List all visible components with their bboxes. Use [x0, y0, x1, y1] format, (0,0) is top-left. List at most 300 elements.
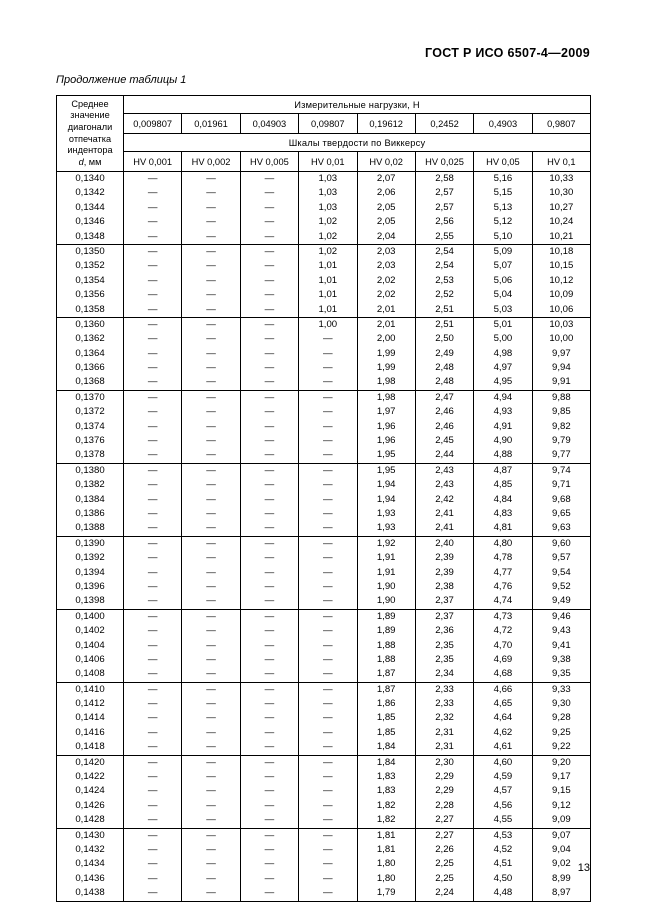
hardness-value: —: [323, 333, 333, 345]
hardness-value: 9,41: [551, 639, 571, 651]
scale-value-1: HV 0,001: [124, 152, 182, 172]
cell-hardness-group: [182, 755, 240, 828]
hardness-value: 1,01: [318, 289, 338, 301]
hardness-value: —: [206, 552, 216, 564]
hardness-value: 5,00: [493, 333, 513, 345]
hardness-value: —: [147, 522, 158, 534]
hardness-value: 2,54: [435, 260, 454, 272]
load-value-6: 0,2452: [415, 114, 473, 134]
header-row-load-values: [57, 114, 591, 134]
hardness-value: —: [147, 799, 158, 811]
hardness-value: 5,07: [493, 260, 513, 272]
hardness-value: 2,28: [435, 799, 454, 811]
scale-value-7: HV 0,05: [474, 152, 532, 172]
hardness-value: —: [264, 610, 275, 622]
hardness-value: —: [264, 595, 275, 607]
hardness-value: —: [147, 230, 158, 242]
hardness-value: —: [147, 741, 158, 753]
hardness-value: —: [206, 274, 216, 286]
cell-hardness-group: [124, 609, 182, 682]
hardness-value: 1,98: [376, 376, 396, 388]
hardness-value: 1,87: [376, 683, 396, 695]
hardness-value: 2,01: [376, 318, 396, 330]
diagonal-value: 0,1364: [75, 347, 105, 359]
cell-hardness-group: [474, 172, 532, 245]
load-value-7: 0,4903: [474, 114, 532, 134]
hardness-value: 4,83: [493, 507, 513, 519]
hardness-value: 2,29: [435, 785, 454, 797]
hardness-value: —: [323, 464, 333, 476]
hardness-value: 9,74: [551, 464, 571, 476]
hardness-value: 1,90: [376, 595, 396, 607]
hardness-value: 1,91: [376, 566, 396, 578]
hardness-value: —: [147, 318, 158, 330]
hardness-value: 1,93: [376, 507, 396, 519]
hardness-value: —: [323, 726, 333, 738]
hardness-value: —: [147, 683, 158, 695]
hardness-value: 1,01: [318, 274, 338, 286]
hardness-value: 2,41: [435, 507, 454, 519]
diagonal-value: 0,1384: [75, 493, 105, 505]
cell-hardness-group: [415, 755, 473, 828]
hardness-value: 10,21: [549, 230, 574, 242]
cell-hardness-group: [474, 244, 532, 317]
cell-hardness-group: [532, 755, 590, 828]
hardness-value: 10,03: [549, 318, 574, 330]
hardness-value: —: [264, 187, 275, 199]
hardness-value: —: [147, 625, 158, 637]
hardness-value: —: [147, 595, 158, 607]
hardness-value: 2,03: [376, 260, 396, 272]
hardness-value: 2,06: [376, 187, 396, 199]
hardness-value: 4,62: [493, 726, 513, 738]
hardness-value: —: [147, 653, 158, 665]
hardness-value: —: [323, 843, 333, 855]
hardness-value: —: [206, 479, 216, 491]
table-body: [57, 172, 591, 902]
diagonal-value: 0,1346: [75, 216, 105, 228]
hardness-value: 10,12: [549, 274, 574, 286]
hardness-value: —: [206, 829, 216, 841]
hardness-value: 9,49: [551, 595, 571, 607]
hardness-value: —: [323, 406, 333, 418]
hardness-value: 4,55: [493, 814, 513, 826]
hardness-value: 10,06: [549, 303, 574, 315]
hardness-value: 10,30: [549, 187, 574, 199]
hardness-value: —: [147, 507, 158, 519]
cell-diagonal-group: [57, 317, 124, 390]
diagonal-value: 0,1360: [75, 318, 105, 330]
hardness-value: —: [323, 799, 333, 811]
hardness-value: —: [264, 333, 275, 345]
hardness-value: —: [206, 887, 216, 899]
hardness-value: —: [323, 479, 333, 491]
hardness-value: 4,94: [493, 391, 513, 403]
cell-hardness-group: [124, 755, 182, 828]
hardness-value: 2,52: [435, 289, 454, 301]
hardness-value: 10,24: [549, 216, 574, 228]
hardness-value: —: [264, 799, 275, 811]
column-header-diagonal: [57, 96, 124, 172]
hardness-value: 2,56: [435, 216, 454, 228]
hardness-value: —: [264, 201, 275, 213]
cell-hardness-group: [532, 172, 590, 245]
hardness-value: —: [264, 625, 275, 637]
hardness-value: 4,52: [493, 843, 513, 855]
header-row-scales-span: [57, 134, 591, 152]
hardness-value: —: [264, 537, 275, 549]
hardness-value: —: [323, 771, 333, 783]
hardness-value: 10,27: [549, 201, 574, 213]
hardness-value: —: [323, 814, 333, 826]
hardness-value: —: [147, 726, 158, 738]
hardness-value: 1,81: [376, 829, 396, 841]
cell-hardness-group: [357, 682, 415, 755]
hardness-value: 9,35: [551, 668, 571, 680]
hardness-value: 1,01: [318, 303, 338, 315]
hardness-value: 1,02: [318, 230, 338, 242]
hardness-value: —: [147, 274, 158, 286]
cell-hardness-group: [474, 536, 532, 609]
hardness-value: 4,53: [493, 829, 513, 841]
diagonal-value: 0,1420: [75, 756, 105, 768]
hardness-value: 9,54: [551, 566, 571, 578]
hardness-value: 2,01: [376, 303, 396, 315]
cell-hardness-group: [299, 609, 357, 682]
hardness-value: 1,00: [318, 318, 338, 330]
table-row-group: [57, 682, 591, 755]
diagonal-value: 0,1422: [75, 771, 105, 783]
cell-hardness-group: [240, 317, 298, 390]
cell-hardness-group: [357, 755, 415, 828]
diagonal-value: 0,1432: [75, 843, 105, 855]
cell-hardness-group: [415, 244, 473, 317]
hardness-value: 4,69: [493, 653, 513, 665]
stub-line-1: Среднее: [71, 98, 109, 109]
hardness-value: 1,95: [376, 464, 396, 476]
hardness-value: 2,53: [435, 274, 454, 286]
hardness-value: —: [147, 435, 158, 447]
hardness-value: 9,30: [551, 698, 571, 710]
hardness-value: 2,02: [376, 274, 396, 286]
diagonal-value: 0,1428: [75, 814, 105, 826]
hardness-value: —: [147, 420, 158, 432]
hardness-value: 9,02: [551, 858, 571, 870]
hardness-value: 4,64: [493, 712, 513, 724]
hardness-value: 4,65: [493, 698, 513, 710]
hardness-value: 4,81: [493, 522, 513, 534]
diagonal-value: 0,1388: [75, 522, 105, 534]
hardness-value: —: [264, 376, 275, 388]
hardness-value: 5,06: [493, 274, 513, 286]
cell-hardness-group: [474, 609, 532, 682]
hardness-value: —: [147, 552, 158, 564]
hardness-value: 9,43: [551, 625, 571, 637]
diagonal-value: 0,1376: [75, 435, 105, 447]
load-value-5: 0,19612: [357, 114, 415, 134]
hardness-value: 4,90: [493, 435, 513, 447]
hardness-value: 4,60: [493, 756, 513, 768]
hardness-value: 9,17: [551, 771, 571, 783]
hardness-value: —: [264, 347, 275, 359]
hardness-value: —: [147, 303, 158, 315]
hardness-value: —: [323, 580, 333, 592]
hardness-value: —: [264, 362, 275, 374]
hardness-value: 1,99: [376, 347, 396, 359]
hardness-value: —: [147, 668, 158, 680]
cell-diagonal-group: [57, 755, 124, 828]
scale-value-3: HV 0,005: [240, 152, 298, 172]
hardness-value: 4,66: [493, 683, 513, 695]
hardness-value: —: [264, 522, 275, 534]
cell-diagonal-group: [57, 244, 124, 317]
hardness-value: 4,61: [493, 741, 513, 753]
stub-symbol-d: d: [78, 156, 84, 167]
hardness-value: —: [147, 376, 158, 388]
hardness-value: —: [264, 274, 275, 286]
hardness-value: —: [264, 406, 275, 418]
hardness-value: —: [206, 653, 216, 665]
hardness-value: 9,04: [551, 843, 571, 855]
header-row-loads-span: [57, 96, 591, 114]
hardness-value: —: [206, 799, 216, 811]
diagonal-value: 0,1342: [75, 187, 105, 199]
hardness-value: —: [147, 406, 158, 418]
table-row-group: [57, 244, 591, 317]
hardness-value: —: [323, 712, 333, 724]
diagonal-value: 0,1350: [75, 245, 105, 257]
hardness-value: —: [206, 173, 216, 184]
cell-hardness-group: [124, 463, 182, 536]
diagonal-value: 0,1374: [75, 420, 105, 432]
hardness-value: 1,83: [376, 785, 396, 797]
cell-hardness-group: [240, 682, 298, 755]
diagonal-value: 0,1348: [75, 230, 105, 242]
standard-designation-header: ГОСТ Р ИСО 6507-4—2009: [424, 46, 590, 60]
hardness-value: 1,82: [376, 799, 396, 811]
cell-hardness-group: [182, 463, 240, 536]
cell-hardness-group: [357, 463, 415, 536]
diagonal-value: 0,1386: [75, 507, 105, 519]
hardness-value: —: [147, 187, 158, 199]
hardness-value: 2,54: [435, 245, 454, 257]
hardness-value: —: [147, 479, 158, 491]
hardness-value: —: [147, 698, 158, 710]
hardness-value: 2,25: [435, 872, 454, 884]
hardness-value: —: [264, 245, 275, 257]
hardness-value: 2,40: [435, 537, 454, 549]
hardness-value: 2,26: [435, 843, 454, 855]
cell-hardness-group: [357, 536, 415, 609]
hardness-value: 5,10: [493, 230, 513, 242]
hardness-value: —: [206, 391, 216, 403]
hardness-value: 9,25: [551, 726, 571, 738]
hardness-value: 2,33: [435, 683, 454, 695]
diagonal-value: 0,1362: [75, 333, 105, 345]
hardness-value: 4,57: [493, 785, 513, 797]
cell-hardness-group: [415, 463, 473, 536]
hardness-value: 1,93: [376, 522, 396, 534]
table-row-group: [57, 609, 591, 682]
hardness-value: 2,31: [435, 741, 454, 753]
load-value-8: 0,9807: [532, 114, 590, 134]
hardness-value: —: [147, 771, 158, 783]
hardness-value: —: [147, 858, 158, 870]
hardness-value: —: [264, 391, 275, 403]
cell-hardness-group: [299, 755, 357, 828]
cell-hardness-group: [182, 244, 240, 317]
hardness-value: 9,28: [551, 712, 571, 724]
hardness-value: —: [264, 303, 275, 315]
hardness-value: 2,33: [435, 698, 454, 710]
hardness-value: —: [264, 726, 275, 738]
hardness-value: —: [147, 814, 158, 826]
hardness-value: 1,01: [318, 260, 338, 272]
hardness-value: —: [323, 493, 333, 505]
hardness-value: —: [323, 420, 333, 432]
hardness-value: 1,90: [376, 580, 396, 592]
cell-hardness-group: [182, 317, 240, 390]
diagonal-value: 0,1398: [75, 595, 105, 607]
hardness-value: —: [206, 435, 216, 447]
hardness-value: 4,84: [493, 493, 513, 505]
diagonal-value: 0,1430: [75, 829, 105, 841]
hardness-value: —: [323, 507, 333, 519]
hardness-value: 2,36: [435, 625, 454, 637]
hardness-value: 9,79: [551, 435, 571, 447]
hardness-value: —: [264, 698, 275, 710]
hardness-value: —: [323, 698, 333, 710]
diagonal-value: 0,1392: [75, 552, 105, 564]
hardness-value: 2,35: [435, 653, 454, 665]
cell-hardness-group: [124, 682, 182, 755]
cell-hardness-group: [240, 463, 298, 536]
hardness-value: 2,43: [435, 479, 454, 491]
hardness-value: 5,13: [493, 201, 513, 213]
hardness-value: 10,15: [549, 260, 574, 272]
hardness-value: 1,99: [376, 362, 396, 374]
hardness-value: 8,99: [551, 872, 571, 884]
hardness-value: 4,56: [493, 799, 513, 811]
hardness-value: 9,20: [551, 756, 571, 768]
hardness-value: 1,80: [376, 872, 396, 884]
hardness-value: —: [264, 771, 275, 783]
hardness-value: 1,02: [318, 245, 338, 257]
hardness-value: 2,45: [435, 435, 454, 447]
hardness-value: 4,77: [493, 566, 513, 578]
hardness-value: —: [206, 712, 216, 724]
hardness-value: 1,82: [376, 814, 396, 826]
hardness-value: 4,70: [493, 639, 513, 651]
hardness-value: —: [206, 333, 216, 345]
cell-hardness-group: [124, 172, 182, 245]
cell-hardness-group: [357, 172, 415, 245]
cell-hardness-group: [532, 244, 590, 317]
header-measuring-loads: Измерительные нагрузки, Н: [124, 96, 591, 114]
hardness-value: 2,31: [435, 726, 454, 738]
hardness-value: 1,85: [376, 726, 396, 738]
hardness-value: 2,41: [435, 522, 454, 534]
hardness-value: —: [264, 449, 275, 461]
hardness-value: —: [264, 887, 275, 899]
hardness-value: 2,05: [376, 216, 396, 228]
hardness-value: —: [147, 260, 158, 272]
hardness-value: 4,85: [493, 479, 513, 491]
hardness-value: 1,88: [376, 639, 396, 651]
hardness-value: —: [147, 493, 158, 505]
scale-value-8: HV 0,1: [532, 152, 590, 172]
hardness-value: 5,03: [493, 303, 513, 315]
hardness-value: —: [206, 260, 216, 272]
hardness-value: —: [206, 318, 216, 330]
cell-diagonal-group: [57, 463, 124, 536]
hardness-value: 2,25: [435, 858, 454, 870]
hardness-value: —: [323, 625, 333, 637]
diagonal-value: 0,1358: [75, 303, 105, 315]
hardness-value: 9,15: [551, 785, 571, 797]
hardness-value: —: [206, 814, 216, 826]
cell-hardness-group: [532, 609, 590, 682]
hardness-value: 2,35: [435, 639, 454, 651]
hardness-value: 4,98: [493, 347, 513, 359]
cell-hardness-group: [299, 463, 357, 536]
diagonal-value: 0,1418: [75, 741, 105, 753]
hardness-value: 2,05: [376, 201, 396, 213]
hardness-value: —: [206, 785, 216, 797]
hardness-value: —: [264, 872, 275, 884]
hardness-value: —: [264, 712, 275, 724]
hardness-value: 2,37: [435, 610, 454, 622]
hardness-value: —: [264, 493, 275, 505]
hardness-value: 2,39: [435, 566, 454, 578]
cell-hardness-group: [240, 390, 298, 463]
hardness-value: —: [206, 756, 216, 768]
cell-diagonal-group: [57, 682, 124, 755]
hardness-value: —: [147, 756, 158, 768]
hardness-value: —: [323, 741, 333, 753]
hardness-value: 9,22: [551, 741, 571, 753]
cell-hardness-group: [240, 172, 298, 245]
hardness-value: 10,09: [549, 289, 574, 301]
hardness-value: 1,96: [376, 420, 396, 432]
hardness-value: —: [147, 245, 158, 257]
hardness-value: —: [264, 843, 275, 855]
hardness-value: —: [147, 712, 158, 724]
diagonal-value: 0,1402: [75, 625, 105, 637]
table-caption: Продолжение таблицы 1: [56, 74, 187, 86]
diagonal-value: 0,1416: [75, 726, 105, 738]
diagonal-value: 0,1436: [75, 872, 105, 884]
hardness-value: —: [264, 639, 275, 651]
hardness-value: 9,82: [551, 420, 571, 432]
hardness-value: —: [147, 464, 158, 476]
load-value-3: 0,04903: [240, 114, 298, 134]
hardness-value: —: [323, 566, 333, 578]
diagonal-value: 0,1410: [75, 683, 105, 695]
cell-hardness-group: [124, 317, 182, 390]
diagonal-value: 0,1434: [75, 858, 105, 870]
hardness-value: 1,81: [376, 843, 396, 855]
hardness-value: 2,46: [435, 420, 454, 432]
diagonal-value: 0,1426: [75, 799, 105, 811]
cell-hardness-group: [299, 536, 357, 609]
hardness-value: —: [206, 303, 216, 315]
cell-hardness-group: [240, 755, 298, 828]
hardness-value: 2,51: [435, 303, 454, 315]
hardness-value: —: [206, 449, 216, 461]
diagonal-value: 0,1340: [75, 173, 105, 184]
hardness-value: —: [147, 829, 158, 841]
